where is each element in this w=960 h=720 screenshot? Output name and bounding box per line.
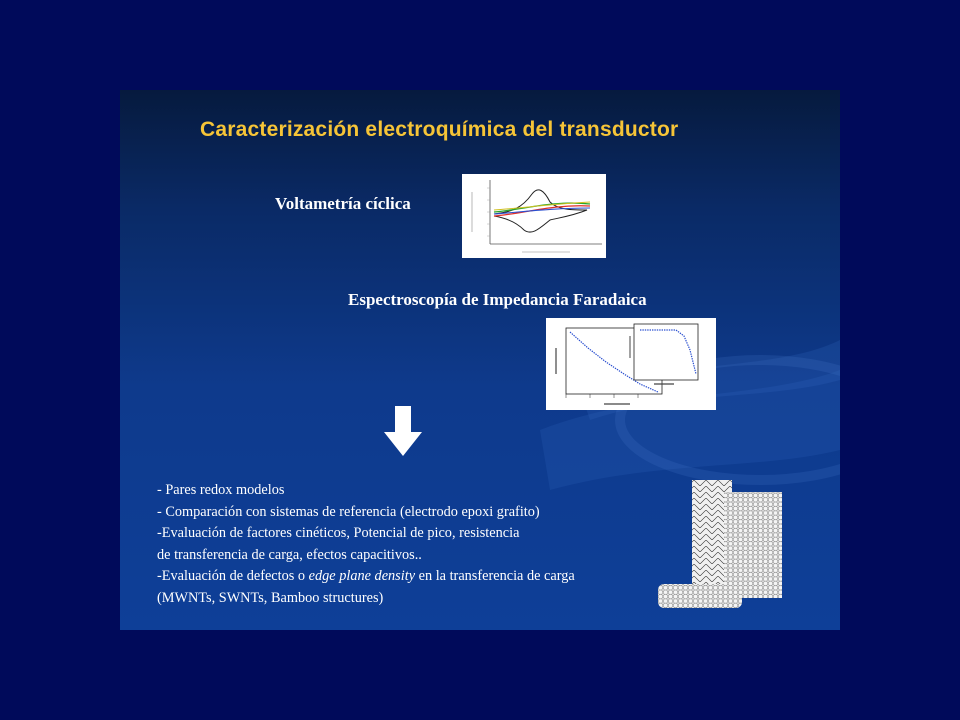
- slide-title: Caracterización electroquímica del transductor: [200, 118, 679, 141]
- cyclic-voltammetry-figure: [462, 174, 606, 258]
- bullet-4-cont: (MWNTs, SWNTs, Bamboo structures): [157, 589, 384, 606]
- nanotube-structures-image: [658, 480, 788, 610]
- bullet-3-cont: de transferencia de carga, efectos capacitivos..: [157, 546, 422, 563]
- impedance-spectroscopy-figure: [546, 318, 716, 410]
- bullet-1: - Pares redox modelos: [157, 482, 285, 498]
- impedance-spectroscopy-label: Espectroscopía de Impedancia Faradaica: [348, 290, 647, 309]
- bullet-4: -Evaluación de defectos o edge plane density en la transferencia de carga: [157, 568, 575, 584]
- bullet-3: -Evaluación de factores cinéticos, Potencial de pico, resistencia: [157, 525, 520, 541]
- down-arrow-icon: [382, 406, 424, 458]
- edge-plane-density-term: edge plane density: [308, 568, 416, 584]
- bullet-list: [157, 480, 575, 609]
- bullet-2: - Comparación con sistemas de referencia (electrodo epoxi grafito): [157, 503, 540, 520]
- slide: [120, 90, 840, 630]
- cyclic-voltammetry-label: Voltametría cíclica: [275, 194, 411, 213]
